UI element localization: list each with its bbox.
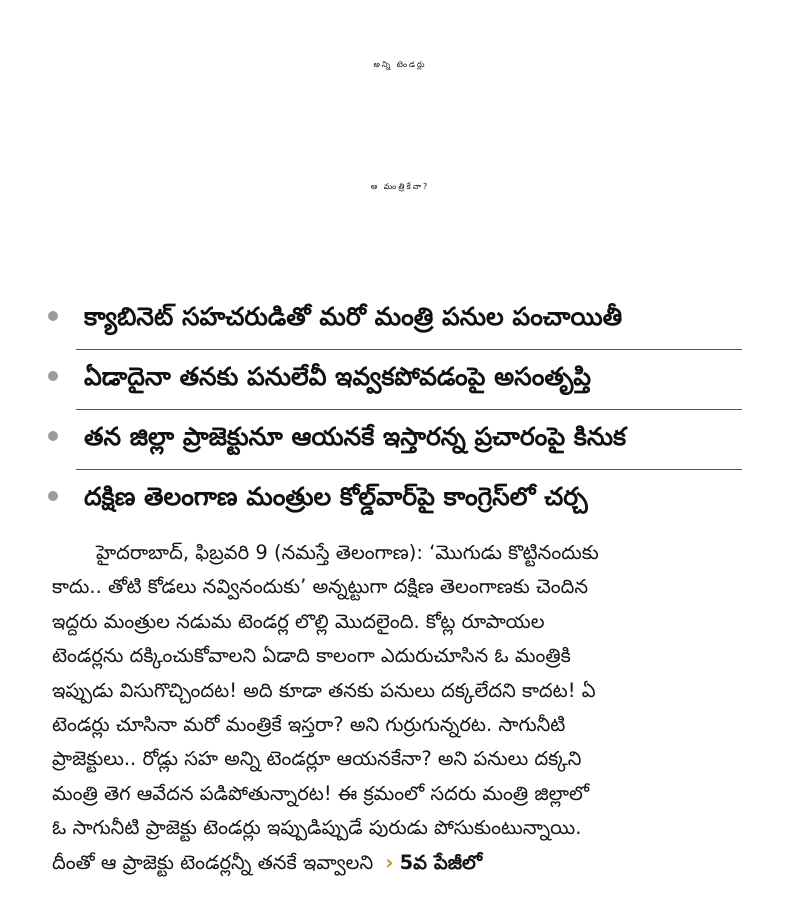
body-line-last [52,846,764,880]
bullet-list [0,290,800,530]
bullet-text: క్యాబినెట్ సహచరుడితో మరో మంత్రి పనుల పంచాయితీ [84,302,623,331]
body-line: ఇప్పుడు విసుగొచ్చిందట! అది కూడా తనకు పనులు దక్కలేదని కాదట! ఏ [52,678,596,702]
bullet-item [76,470,742,530]
body-line: టెండర్లను దక్కించుకోవాలని ఏడాది కాలంగా ఎదురుచూసిన ఓ మంత్రికి [52,644,571,668]
headline-line-2: ఆ మంత్రికేనా? [370,182,430,191]
continued-page-link[interactable]: 5వ పేజీలో [399,850,483,874]
body-line: ఇద్దరు మంత్రుల నడుమ టెండర్ల లొల్లి మొదలైంది. కోట్ల రూపాయల [52,609,545,633]
body-line: టెండర్లు చూసినా మరో మంత్రికే ఇస్తరా? అని గుర్రుగున్నరట. సాగునీటి [52,713,566,737]
bullet-dot-icon [48,491,58,501]
bullet-item [76,410,742,470]
article-body [52,536,764,880]
bullet-text: ఏడాదైనా తనకు పనులేవీ ఇవ్వకపోవడంపై అసంతృప్తి [84,362,592,391]
bullet-text: తన జిల్లా ప్రాజెక్టునూ ఆయనకే ఇస్తారన్న ప్రచారంపై కినుక [84,422,627,451]
body-line: ఓ సాగునీటి ప్రాజెక్టు టెండర్లు ఇప్పుడిప్పుడే పురుడు పోసుకుంటున్నాయి. [52,816,582,840]
body-line: ప్రాజెక్టులు.. రోడ్లు సహ అన్ని టెండర్లూ ఆయనకేనా? అని పనులు దక్కని [52,747,582,771]
bullet-dot-icon [48,311,58,321]
bullet-dot-icon [48,371,58,381]
bullet-text: దక్షిణ తెలంగాణ మంత్రుల కోల్డ్‌వార్‌పై కాంగ్రెస్‌లో చర్చ [84,482,588,511]
bullet-dot-icon [48,431,58,441]
body-line: హైదరాబాద్, ఫిబ్రవరి 9 (నమస్తే తెలంగాణ): ‘మొగుడు కొట్టినందుకు [96,541,599,564]
body-line: కాదు.. తోటి కోడలు నవ్వినందుకు’ అన్నట్టుగా దక్షిణ తెలంగాణకు చెందిన [52,575,589,599]
bullet-item [76,290,742,350]
body-line: మంత్రి తెగ ఆవేదన పడిపోతున్నారట! ఈ క్రమంలో సదరు మంత్రి జిల్లాలో [52,781,590,805]
bullet-item [76,350,742,410]
headline-line-1: అన్ని టెండర్లు [373,60,427,69]
continue-arrow-icon: › [385,850,394,874]
body-line-text: దీంతో ఆ ప్రాజెక్టు టెండర్లన్నీ తనకే ఇవ్వాలని [52,850,374,874]
